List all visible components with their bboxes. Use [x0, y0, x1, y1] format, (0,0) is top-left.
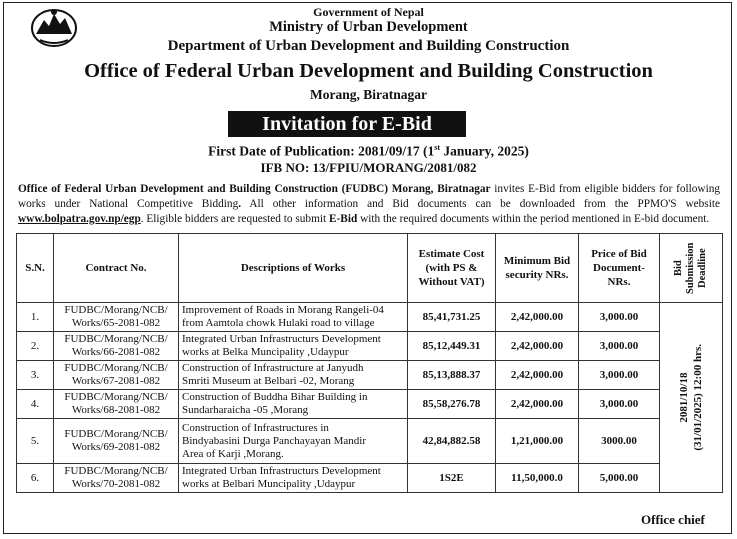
location-line: Morang, Biratnagar [310, 87, 427, 102]
header-contract: Contract No. [54, 234, 179, 303]
office-chief-signature: Office chief [641, 512, 705, 527]
cell-sn: 5. [17, 419, 54, 464]
cell-security: 2,42,000.00 [496, 303, 579, 332]
website-link[interactable]: www.bolpatra.gov.np/egp [18, 213, 141, 225]
cell-description: Construction of Buddha Bihar Building in Sundarharaicha -05 ,Morang [179, 390, 408, 419]
cell-security: 2,42,000.00 [496, 390, 579, 419]
table-row [17, 332, 723, 361]
ministry-line: Ministry of Urban Development [269, 19, 468, 35]
cell-contract: FUDBC/Morang/NCB/ Works/69-2081-082 [54, 419, 179, 464]
publication-date: First Date of Publication: 2081/09/17 (1st January, 2025) [208, 143, 529, 159]
office-title: Office of Federal Urban Development and Building Construction [84, 60, 653, 82]
cell-contract: FUDBC/Morang/NCB/ Works/68-2081-082 [54, 390, 179, 419]
cell-contract: FUDBC/Morang/NCB/ Works/67-2081-082 [54, 361, 179, 390]
table-row [17, 303, 723, 332]
table-row [17, 361, 723, 390]
header-sn: S.N. [17, 234, 54, 303]
table-row [17, 390, 723, 419]
cell-estimate: 1S2E [408, 464, 496, 493]
bid-table [16, 233, 723, 493]
cell-security: 11,50,000.0 [496, 464, 579, 493]
table-row [17, 464, 723, 493]
cell-sn: 4. [17, 390, 54, 419]
department-line: Department of Urban Development and Building Construction [167, 38, 570, 54]
cell-estimate: 85,41,731.25 [408, 303, 496, 332]
cell-description: Construction of Infrastructure at Janyudh Smriti Museum at Belbari -02, Morang [179, 361, 408, 390]
cell-price: 3,000.00 [579, 390, 660, 419]
cell-sn: 2. [17, 332, 54, 361]
cell-contract: FUDBC/Morang/NCB/ Works/65-2081-082 [54, 303, 179, 332]
cell-description: Integrated Urban Infrastructurs Development works at Belbari Muncipality ,Udaypur [179, 464, 408, 493]
cell-price: 3000.00 [579, 419, 660, 464]
cell-price: 3,000.00 [579, 332, 660, 361]
cell-estimate: 85,12,449.31 [408, 332, 496, 361]
cell-sn: 3. [17, 361, 54, 390]
cell-description: Improvement of Roads in Morang Rangeli-04 from Aamtola chowk Hulaki road to village [179, 303, 408, 332]
cell-security: 2,42,000.00 [496, 332, 579, 361]
intro-paragraph: Office of Federal Urban Development and Building Construction (FUDBC) Morang, Biratnagar invites E-Bid from eligible bidders for following works under National Competitive Bidding. All other information and Bid documents can be downloaded from the PPMO'S website www.bolpatra.gov.np/egp. Eligible bidders are requested to submit E-Bid with the required documents within the period mentioned in E-bid document. [18, 183, 721, 225]
cell-estimate: 85,13,888.37 [408, 361, 496, 390]
cell-security: 1,21,000.00 [496, 419, 579, 464]
cell-estimate: 85,58,276.78 [408, 390, 496, 419]
cell-deadline: 2081/10/18 (31/01/2025) 12:00 hrs. [660, 303, 723, 493]
cell-price: 3,000.00 [579, 303, 660, 332]
cell-contract: FUDBC/Morang/NCB/ Works/70-2081-082 [54, 464, 179, 493]
cell-estimate: 42,84,882.58 [408, 419, 496, 464]
cell-security: 2,42,000.00 [496, 361, 579, 390]
cell-contract: FUDBC/Morang/NCB/ Works/66-2081-082 [54, 332, 179, 361]
invitation-banner: Invitation for E-Bid [228, 111, 466, 137]
cell-sn: 1. [17, 303, 54, 332]
cell-price: 3,000.00 [579, 361, 660, 390]
header-deadline: Bid Submission Deadline [660, 234, 723, 303]
cell-description: Construction of Infrastructures in Bindyabasini Durga Panchayayan Mandir Area of Karji ,Morang. [179, 419, 408, 464]
table-row [17, 419, 723, 464]
table-header-row [17, 234, 723, 303]
cell-price: 5,000.00 [579, 464, 660, 493]
cell-description: Integrated Urban Infrastructurs Development works at Belka Muncipality ,Udaypur [179, 332, 408, 361]
ifb-number: IFB NO: 13/FPIU/MORANG/2081/082 [260, 160, 477, 175]
header-estimate: Estimate Cost (with PS & Without VAT) [408, 234, 496, 303]
header-price: Price of Bid Document- NRs. [579, 234, 660, 303]
header-security: Minimum Bid security NRs. [496, 234, 579, 303]
government-line: Government of Nepal [313, 5, 424, 19]
header-description: Descriptions of Works [179, 234, 408, 303]
cell-sn: 6. [17, 464, 54, 493]
